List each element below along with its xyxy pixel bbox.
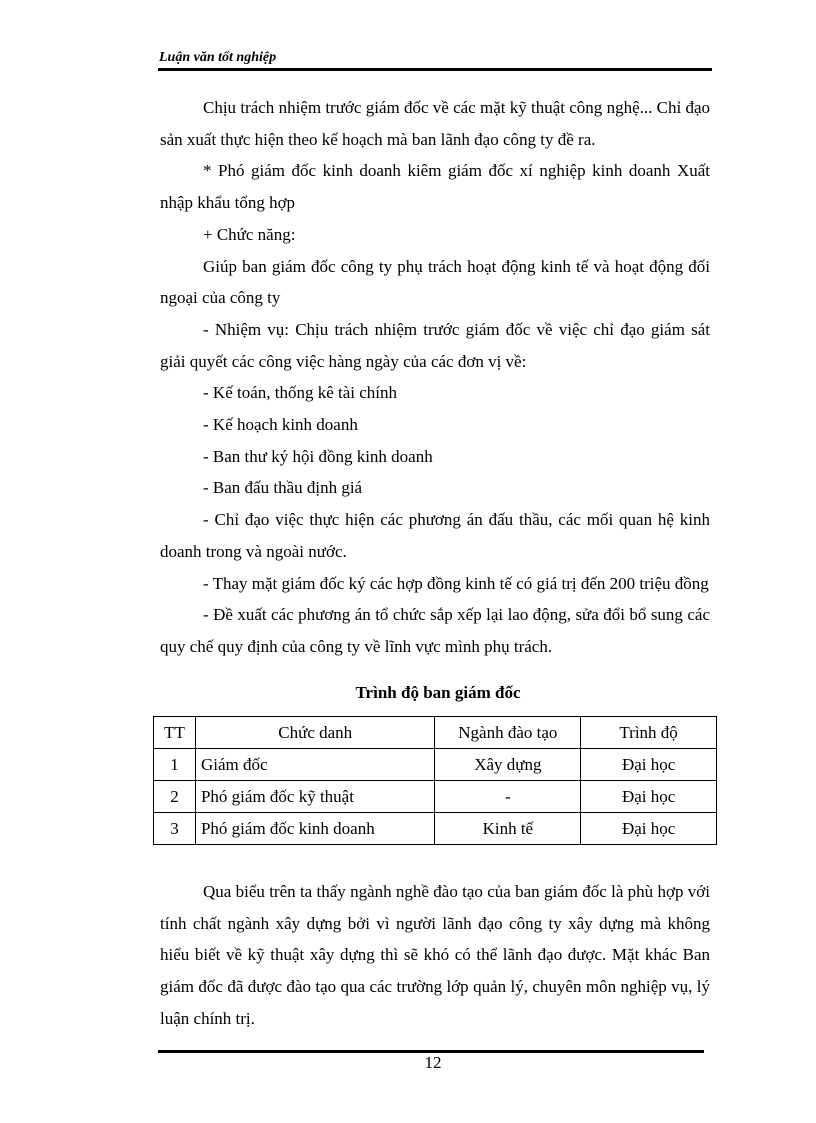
paragraph: - Chỉ đạo việc thực hiện các phương án đấu thầu, các mối quan hệ kinh doanh trong và ngoài nước. (160, 510, 710, 561)
paragraph: Qua biểu trên ta thấy ngành nghề đào tạo của ban giám đốc là phù hợp với tính chất ngành xây dựng bởi vì người lãnh đạo công ty xây dựng mà không hiểu biết về kỹ thuật xây dựng thì sẽ khó có thể lãnh đạo được. Mặt khác Ban giám đốc đã được đào tạo qua các trường lớp quản lý, chuyên môn nghiệp vụ, lý luận chính trị. (160, 882, 710, 1028)
paragraph: - Thay mặt giám đốc ký các hợp đồng kinh tế có giá trị đến 200 triệu đồng (203, 573, 709, 593)
paragraph: Chịu trách nhiệm trước giám đốc về các mặt kỹ thuật công nghệ... Chỉ đạo sản xuất thực hiện theo kế hoạch mà ban lãnh đạo công ty đề ra. (160, 98, 710, 149)
paragraph: * Phó giám đốc kinh doanh kiêm giám đốc xí nghiệp kinh doanh Xuất nhập khẩu tổng hợp (160, 161, 710, 213)
table-cell: Phó giám đốc kỹ thuật (195, 781, 435, 813)
table-row (154, 813, 717, 845)
table-cell: Đại học (581, 781, 717, 813)
header-rule (158, 68, 712, 71)
table-cell: Phó giám đốc kinh doanh (195, 813, 435, 845)
table-row (154, 781, 717, 813)
table-header-cell: Ngành đào tạo (435, 717, 581, 749)
paragraph: Giúp ban giám đốc công ty phụ trách hoạt động kinh tế và hoạt động đối ngoại của công ty (160, 256, 710, 308)
table-header-cell: TT (154, 717, 196, 749)
table-header-row (154, 717, 717, 749)
director-qualification-table (153, 716, 717, 845)
table-cell: Đại học (581, 813, 717, 845)
table-cell: - (435, 781, 581, 813)
paragraph: - Nhiệm vụ: Chịu trách nhiệm trước giám đốc về việc chỉ đạo giám sát giải quyết các công việc hàng ngày của các đơn vị về: (160, 319, 710, 371)
conclusion-text (160, 876, 710, 1035)
paragraph: - Kế hoạch kinh doanh (203, 415, 358, 435)
page-number: 12 (424, 1053, 442, 1072)
table-cell: Xây dựng (435, 749, 581, 781)
table-cell: 2 (154, 781, 196, 813)
table-cell: 3 (154, 813, 196, 845)
table-header-cell: Chức danh (195, 717, 435, 749)
table-cell: Đại học (581, 749, 717, 781)
table-row (154, 749, 717, 781)
table-cell: Giám đốc (195, 749, 435, 781)
table-title: Trình độ ban giám đốc (355, 683, 521, 702)
table-cell: 1 (154, 749, 196, 781)
paragraph: - Ban đấu thầu định giá (203, 478, 363, 498)
paragraph: - Ban thư ký hội đồng kinh doanh (203, 446, 433, 466)
header-title: Luận văn tốt nghiệp (159, 50, 277, 65)
body-text (160, 92, 710, 663)
paragraph: + Chức năng: (203, 224, 296, 244)
paragraph: - Đề xuất các phương án tổ chức sắp xếp lại lao động, sửa đổi bổ sung các quy chế quy định của công ty về lĩnh vực mình phụ trách. (160, 605, 710, 656)
paragraph: - Kế toán, thống kê tài chính (203, 383, 398, 403)
table-cell: Kinh tế (435, 813, 581, 845)
table-header-cell: Trình độ (581, 717, 717, 749)
